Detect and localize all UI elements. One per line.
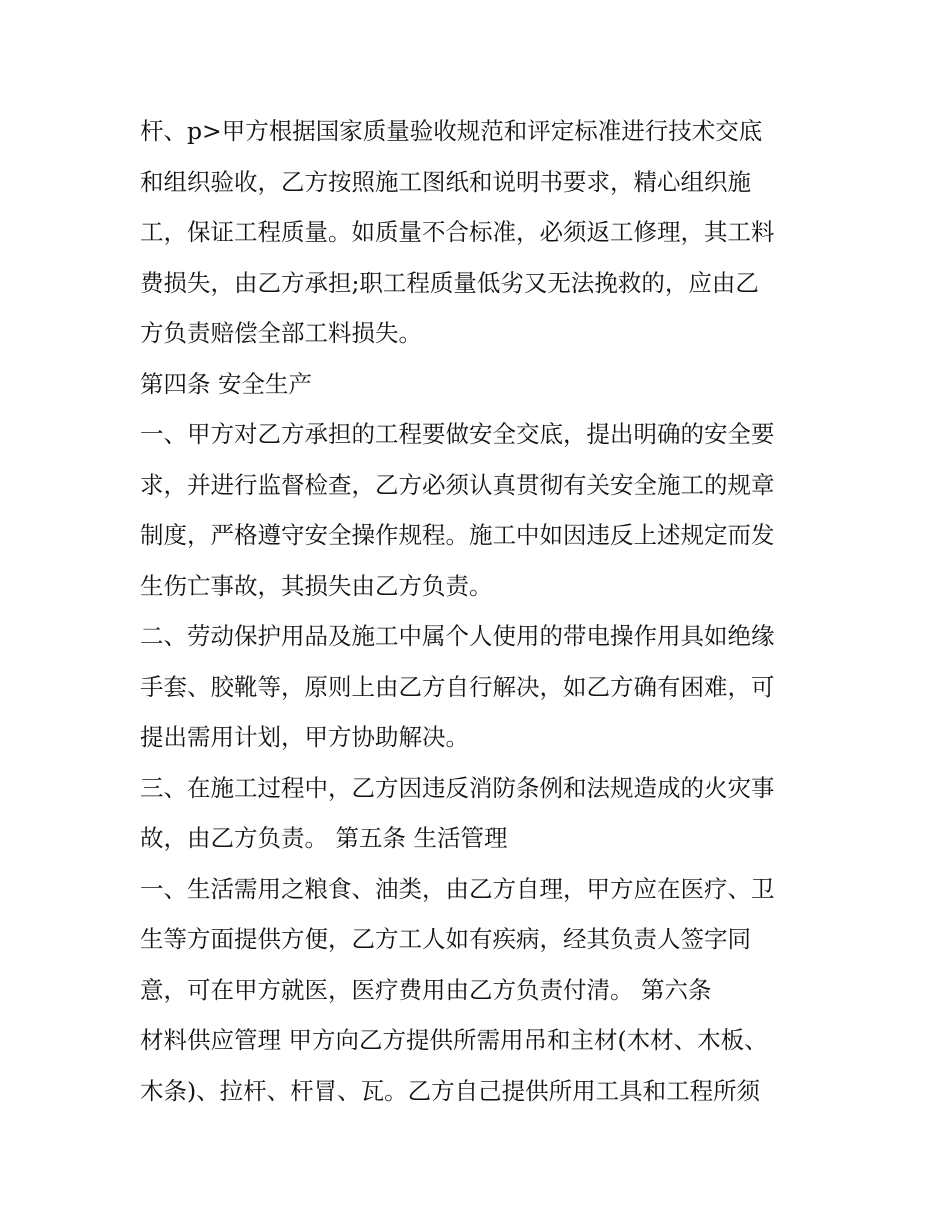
text-line: 材料供应管理 甲方向乙方提供所需用吊和主材(木材、木板、 — [140, 1026, 768, 1054]
section-heading: 第四条 安全生产 — [140, 369, 312, 398]
text-line: 费损失，由乙方承担;职工程质量低劣又无法挽救的，应由乙 — [140, 268, 759, 297]
text-line: 提出需用计划，甲方协助解决。 — [140, 723, 469, 751]
text-line: 生等方面提供方便，乙方工人如有疾病，经其负责人签字同 — [140, 925, 751, 953]
text-line: 二、劳动保护用品及施工中属个人使用的带电操作用具如绝缘 — [140, 622, 775, 650]
text-line: 一、生活需用之粮食、油类，由乙方自理，甲方应在医疗、卫 — [140, 874, 775, 903]
text-line: 故，由乙方负责。 第五条 生活管理 — [140, 824, 508, 852]
text-line: 工，保证工程质量。如质量不合标准，必须返工修理，其工料 — [140, 218, 775, 246]
text-line: 手套、胶靴等，原则上由乙方自行解决，如乙方确有困难，可 — [140, 672, 775, 701]
text-line: 和组织验收，乙方按照施工图纸和说明书要求，精心组织施 — [140, 167, 751, 196]
text-line: 木条)、拉杆、杆冒、瓦。乙方自己提供所用工具和工程所须 — [140, 1076, 761, 1105]
text-line: 生伤亡事故，其损失由乙方负责。 — [140, 571, 493, 600]
text-line: 求，并进行监督检查，乙方必须认真贯彻有关安全施工的规章 — [140, 470, 775, 499]
text-line: 意，可在甲方就医，医疗费用由乙方负责付清。 第六条 — [140, 975, 712, 1004]
text-line: 制度，严格遵守安全操作规程。施工中如因违反上述规定而发 — [140, 521, 775, 549]
text-line: 一、甲方对乙方承担的工程要做安全交底，提出明确的安全要 — [140, 420, 775, 448]
contract-text-body — [140, 106, 830, 1116]
text-line: 三、在施工过程中，乙方因违反消防条例和法规造成的火灾事 — [140, 773, 775, 802]
text-line: 杆、p>甲方根据国家质量验收规范和评定标准进行技术交底 — [140, 117, 763, 145]
text-line: 方负责赔偿全部工料损失。 — [140, 319, 422, 347]
